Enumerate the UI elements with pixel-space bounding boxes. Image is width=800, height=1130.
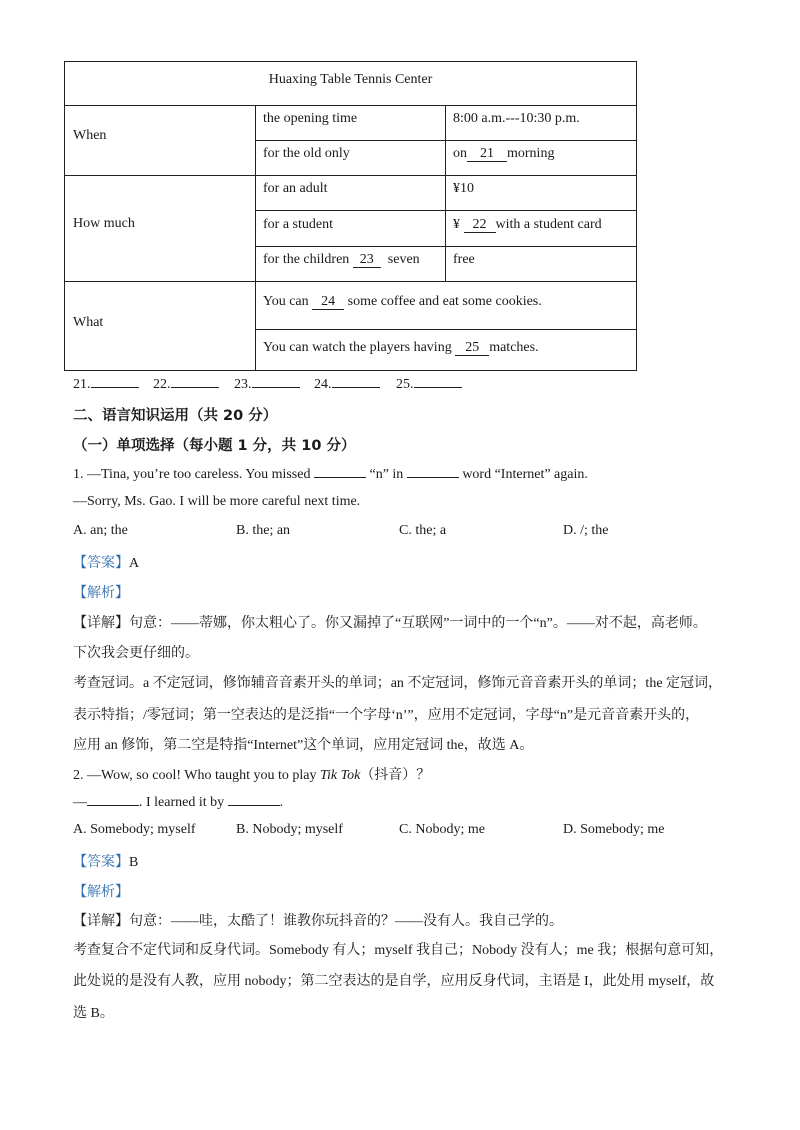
answer-blank-22: 22. bbox=[153, 375, 219, 393]
answer-blank-24: 24. bbox=[314, 375, 380, 393]
blank-24: 24 bbox=[312, 294, 344, 310]
table-divider bbox=[65, 105, 636, 106]
student-value: ¥ 22 with a student card bbox=[453, 217, 602, 232]
info-table bbox=[64, 61, 637, 371]
adult-value: ¥10 bbox=[453, 181, 474, 196]
subsection-title: （一）单项选择（每小题 1 分，共 10 分） bbox=[73, 438, 356, 454]
how-much-label: How much bbox=[73, 216, 135, 231]
q1-stem: 1. —Tina, you’re too careless. You missed “n” in word “Internet” again. bbox=[73, 467, 588, 482]
children-label: for the children 23 seven bbox=[263, 252, 420, 267]
q2-detail-4: 选 B。 bbox=[73, 1006, 114, 1021]
q1-detail-2: 下次我会更仔细的。 bbox=[73, 646, 199, 661]
q2-option-a: A. Somebody; myself bbox=[73, 822, 196, 837]
q1-detail-4: 表示特指；/零冠词；第一空表达的是泛指“一个字母‘n’”，应用不定冠词，字母“n”是元音音素开头的， bbox=[73, 708, 700, 723]
table-divider bbox=[65, 175, 636, 176]
blank-22: 22 bbox=[464, 217, 496, 233]
q2-option-b: B. Nobody; myself bbox=[236, 822, 343, 837]
q2-detail-2: 考查复合不定代词和反身代词。Somebody 有人；myself 我自己；Nobody 没有人；me 我；根据句意可知， bbox=[73, 943, 724, 958]
old-only-value: on 21 morning bbox=[453, 146, 555, 161]
watch-sentence: You can watch the players having 25 matches. bbox=[263, 340, 539, 355]
q2-stem: 2. —Wow, so cool! Who taught you to play Tik Tok（抖音）？ bbox=[73, 768, 431, 783]
q1-detail-1: 【详解】句意：——蒂娜，你太粗心了。你又漏掉了“互联网”一词中的一个“n”。——对不起，高老师。 bbox=[73, 616, 707, 631]
what-label: What bbox=[73, 315, 104, 330]
opening-time-label: the opening time bbox=[263, 111, 358, 126]
q1-option-c: C. the; a bbox=[399, 523, 447, 538]
q1-analysis-tag: 【解析】 bbox=[73, 586, 129, 601]
table-divider bbox=[445, 105, 446, 281]
q1-option-b: B. the; an bbox=[236, 523, 291, 538]
section-title: 二、语言知识运用（共 20 分） bbox=[73, 408, 278, 424]
when-label: When bbox=[73, 128, 107, 143]
q2-detail-1: 【详解】句意：——哇，太酷了！谁教你玩抖音的？——没有人。我自己学的。 bbox=[73, 914, 563, 929]
blank-23: 23 bbox=[353, 252, 381, 268]
blank-21: 21 bbox=[467, 146, 507, 162]
q2-detail-3: 此处说的是没有人教，应用 nobody；第二空表达的是自学，应用反身代词，主语是 I，此处用 myself，故 bbox=[73, 974, 715, 989]
answer-blank-23: 23. bbox=[234, 375, 300, 393]
table-divider bbox=[65, 281, 636, 282]
q1-answer: 【答案】A bbox=[73, 556, 140, 571]
q2-answer: 【答案】B bbox=[73, 855, 139, 870]
old-only-label: for the old only bbox=[263, 146, 350, 161]
children-value: free bbox=[453, 252, 475, 267]
q1-option-d: D. /; the bbox=[563, 523, 609, 538]
answer-blank-21: 21. bbox=[73, 375, 139, 393]
table-title: Huaxing Table Tennis Center bbox=[268, 72, 433, 87]
q1-reply: —Sorry, Ms. Gao. I will be more careful next time. bbox=[73, 494, 361, 509]
q2-option-c: C. Nobody; me bbox=[399, 822, 485, 837]
q1-detail-5: 应用 an 修饰，第二空是特指“Internet”这个单词，应用定冠词 the，故选 A。 bbox=[73, 738, 534, 753]
coffee-sentence: You can 24 some coffee and eat some cookies. bbox=[263, 294, 542, 309]
table-divider bbox=[255, 105, 256, 370]
opening-time-value: 8:00 a.m.---10:30 p.m. bbox=[453, 111, 580, 126]
q1-detail-3: 考查冠词。a 不定冠词，修饰辅音音素开头的单词；an 不定冠词，修饰元音音素开头的单词；the 定冠词， bbox=[73, 676, 723, 691]
table-divider bbox=[255, 329, 636, 330]
adult-label: for an adult bbox=[263, 181, 328, 196]
q1-option-a: A. an; the bbox=[73, 523, 128, 538]
q2-reply: — . I learned it by . bbox=[73, 795, 284, 810]
answer-blank-25: 25. bbox=[396, 375, 462, 393]
q2-analysis-tag: 【解析】 bbox=[73, 885, 129, 900]
q2-option-d: D. Somebody; me bbox=[563, 822, 665, 837]
blank-25: 25 bbox=[455, 340, 489, 356]
student-label: for a student bbox=[263, 217, 333, 232]
